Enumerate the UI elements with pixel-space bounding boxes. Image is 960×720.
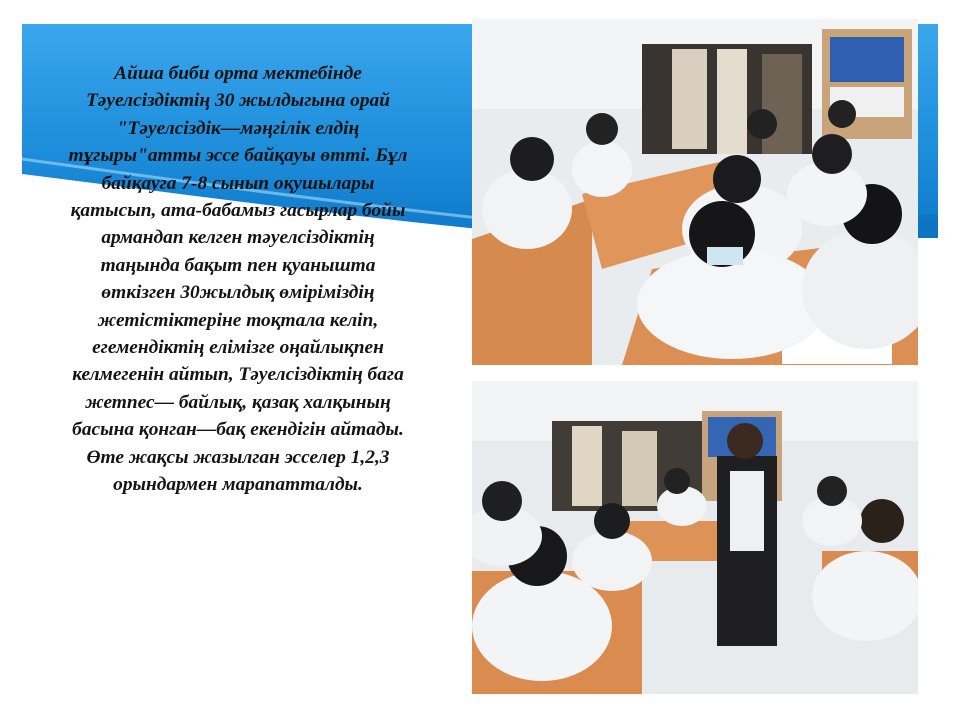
- classroom-photo-1: [472, 19, 918, 365]
- essay-contest-paragraph: Айша биби орта мектебінде Тәуелсіздіктің 30 жылдыгына орай "Тәуелсіздік—мәңгілік елдің тұгыры"атты эссе байқауы өтті. Бұл байқауга 7-8 сынып оқушылары қатысып, ата-бабамыз гасырлар бойы армандап келген тәуелсіздіктің таңында бақыт пен қуанышта өткізген 30жылдық өміріміздің жетістіктеріне тоқтала келіп, егемендіктің елімізге оңайлықпен келмегенін айтып, Тәуелсіздіктің бага жетпес— байлық, қазақ халқының басына қонган—бақ екендігін айтады. Өте жақсы жазылган эсселер 1,2,3 орындармен марапатталды.: [68, 63, 408, 496]
- classroom-photo-2: [472, 381, 918, 694]
